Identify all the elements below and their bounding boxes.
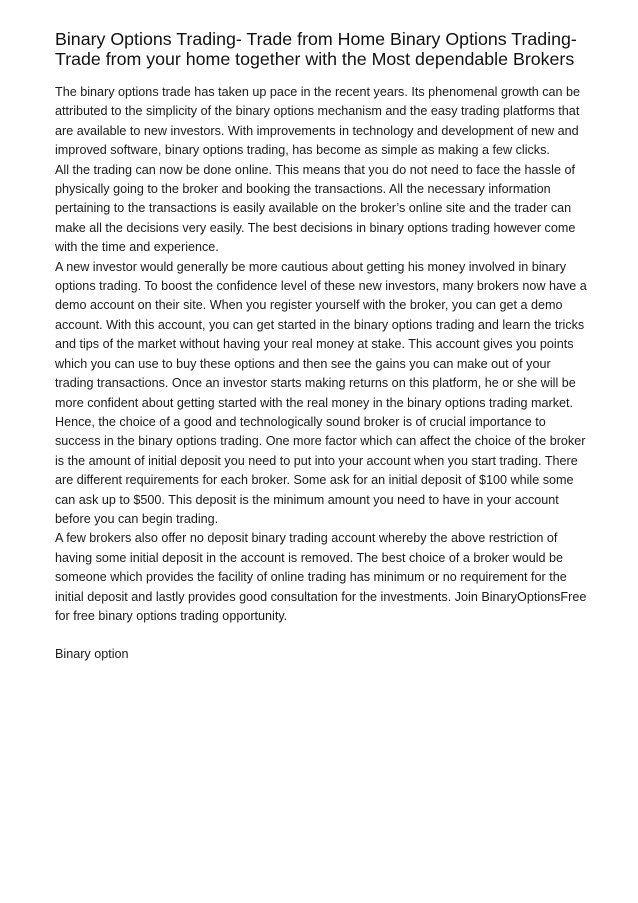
paragraph-1: The binary options trade has taken up pace in the recent years. Its phenomenal growth can be attributed to the simplicity of the binary options mechanism and the easy trading platforms that are available to new investors. With improvements in technology and development of new and improved software, binary options trading, has become as simple as making a few clicks. — [55, 85, 581, 158]
document-page — [55, 30, 590, 665]
paragraph-4: Hence, the choice of a good and technologically sound broker is of crucial importance to success in the binary options trading. One more factor which can affect the choice of the broker is the amount of initial deposit you need to put into your account when you start trading. There are different requirements for each broker. Some ask for an initial deposit of $100 while some can ask up to $500. This deposit is the minimum amount you need to have in your account before you can begin trading. — [55, 414, 586, 526]
footer-text: Binary option — [55, 647, 129, 662]
paragraph-3: A new investor would generally be more cautious about getting his money involved in binary options trading. To boost the confidence level of these new investors, many brokers now have a demo account on their site. When you register yourself with the broker, you can get a demo account. With this account, you can get started in the binary options trading and learn the tricks and tips of the market without having your real money at stake. This account gives you points which you can use to buy these options and then see the gains you can make out of your trading transactions. Once an investor starts making returns on this platform, he or she will be more confident about getting started with the real money in the binary options trading market. — [55, 259, 587, 410]
paragraph-5: A few brokers also offer no deposit binary trading account whereby the above restriction of having some initial deposit in the account is removed. The best choice of a broker would be someone which provides the facility of online trading has minimum or no requirement for the initial deposit and lastly provides good consultation for the investments. Join BinaryOptionsFree for free binary options trading opportunity. — [55, 531, 587, 623]
document-title: Binary Options Trading- Trade from Home Binary Options Trading- Trade from your home together with the Most dependable Brokers — [55, 29, 577, 69]
paragraph-2: All the trading can now be done online. This means that you do not need to face the hassle of physically going to the broker and booking the transactions. All the necessary information pertaining to the transactions is easily available on the broker’s online site and the trader can make all the decisions very easily. The best decisions in binary options trading however come with the time and experience. — [55, 162, 576, 255]
document-body — [55, 83, 590, 626]
